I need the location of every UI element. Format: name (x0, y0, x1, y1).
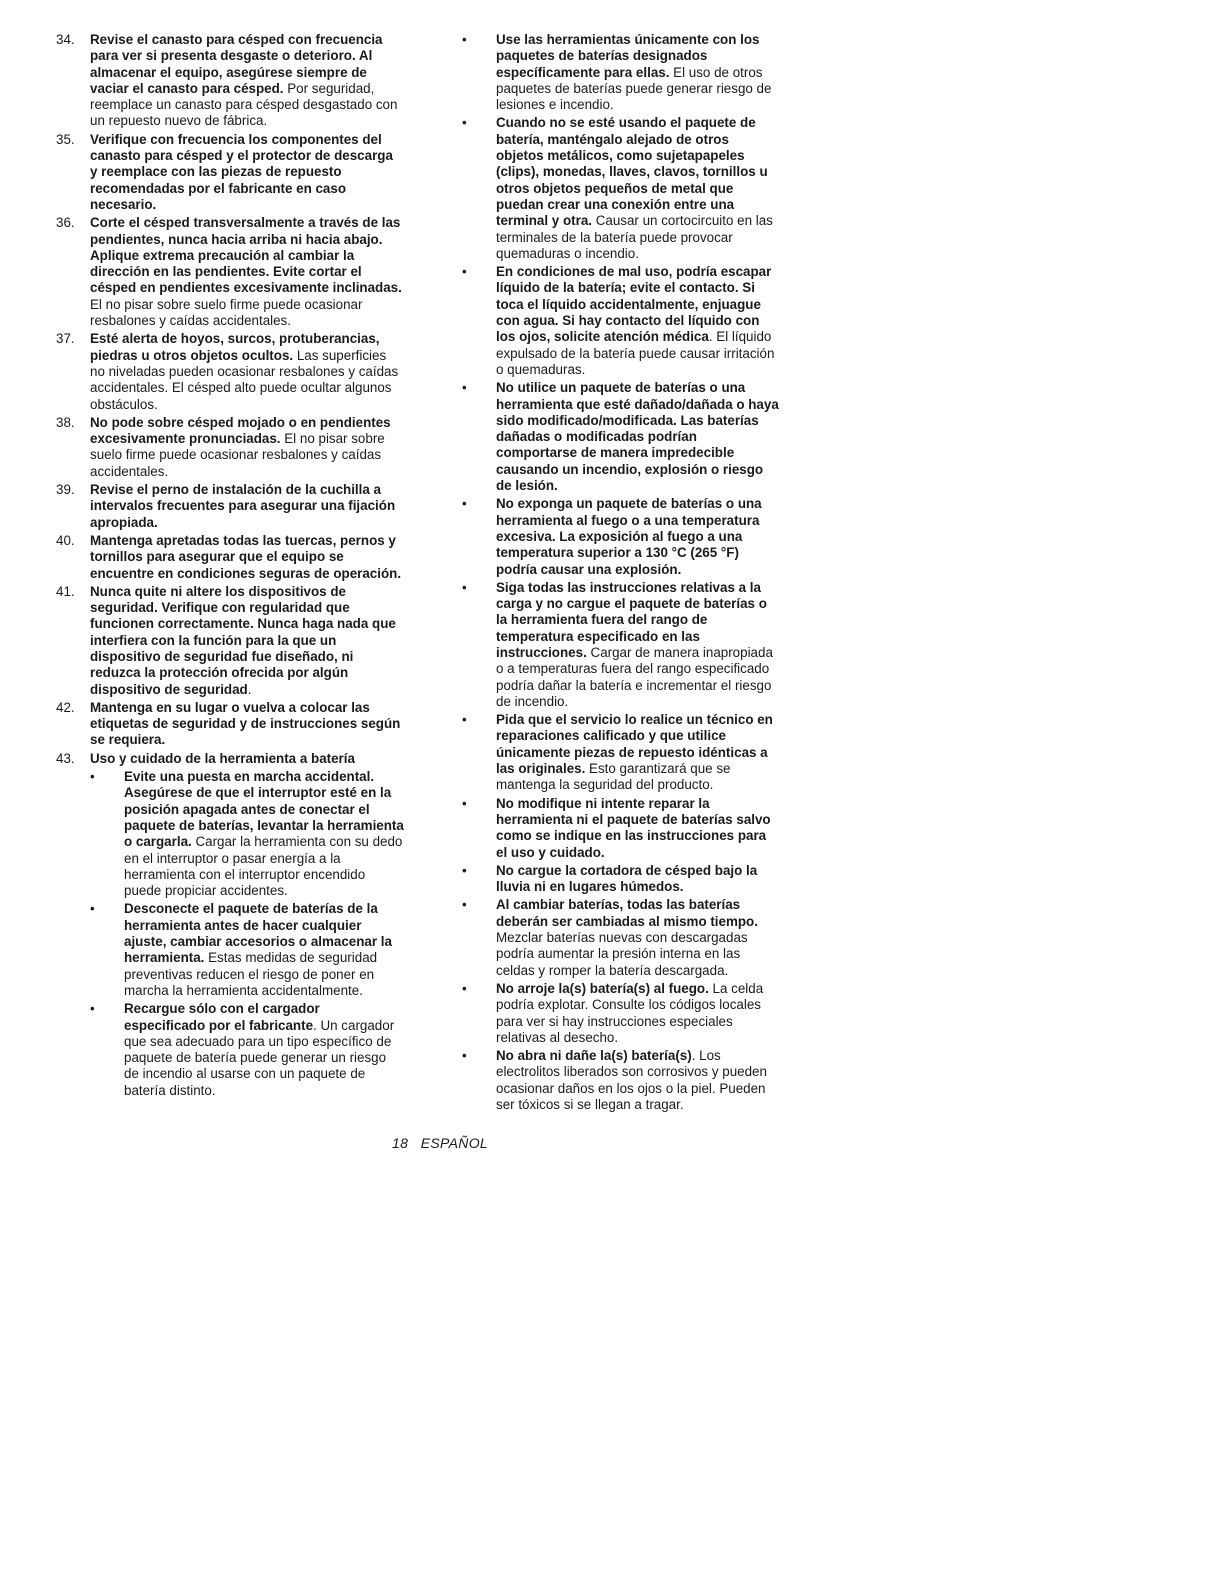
bullet-marker: • (462, 496, 467, 512)
item-bold-text: Esté alerta de hoyos, surcos, protuberancias, piedras u otros objetos ocultos. (90, 331, 380, 363)
item-normal-text: . Los electrolitos liberados son corrosivos y pueden ocasionar daños en los ojos o la piel. Pueden ser tóxicos si se llegan a tragar. (496, 1048, 767, 1112)
item-text (496, 264, 780, 378)
bullet-item (462, 796, 780, 861)
item-text (90, 533, 404, 582)
item-normal-text: Causar un cortocircuito en las terminales de la batería puede provocar quemaduras o incendio. (496, 213, 773, 261)
right-column (462, 32, 780, 1115)
item-bold-text: No pode sobre césped mojado o en pendientes excesivamente pronunciadas. (90, 414, 391, 447)
bullet-marker: • (462, 1048, 467, 1064)
bullet-item (90, 769, 404, 899)
item-bold-text: No arroje la(s) batería(s) al fuego. (496, 980, 709, 996)
item-normal-text: . (247, 681, 252, 697)
item-bold-text: Corte el césped transversalmente a través de las pendientes, nunca hacia arriba ni hacia abajo. Aplique extrema precaución al cambiar la dirección en las pendientes. Evite cortar el césped en pendientes excesivamente inclinadas. (90, 215, 402, 296)
item-bold-text: Cuando no se esté usando el paquete de batería, manténgalo alejado de otros objetos metálicos, como sujetapapeles (clips), monedas, llaves, clavos, tornillos u otros objetos pequeños de metal que puedan crear una conexión entre una terminal y otra. (496, 115, 768, 229)
item-number: 42. (56, 699, 75, 715)
numbered-item (56, 482, 404, 531)
item-number: 40. (56, 532, 75, 548)
bullet-marker: • (462, 980, 467, 996)
item-text (90, 584, 404, 698)
bullet-marker: • (90, 769, 95, 785)
item-bold-text: Recargue sólo con el cargador especificado por el fabricante (124, 1001, 320, 1033)
bullet-item (462, 712, 780, 793)
item-bold-text: No exponga un paquete de baterías o una herramienta al fuego o a una temperatura excesiva. La exposición al fuego a una temperatura superior a 130 °C (265 °F) podría causar una explosión. (496, 496, 762, 577)
item-normal-text: La celda podría explotar. Consulte los códigos locales para ver si hay instrucciones especiales relativas al desecho. (496, 980, 764, 1045)
item-bold-text: Mantenga apretadas todas las tuercas, pernos y tornillos para asegurar que el equipo se encuentre en condiciones seguras de operación. (90, 532, 402, 581)
bullet-marker: • (90, 901, 95, 917)
item-number: 36. (56, 215, 75, 231)
bullet-item (462, 863, 780, 896)
numbered-item (56, 331, 404, 412)
item-normal-text: El no pisar sobre suelo firme puede ocasionar resbalones y caídas accidentales. (90, 431, 385, 479)
item-normal-text: Las superficies no niveladas pueden ocasionar resbalones y caídas accidentales. El césped alto puede ocultar algunos obstáculos. (90, 347, 399, 412)
item-number: 43. (56, 750, 75, 766)
item-bold-text: Desconecte el paquete de baterías de la herramienta antes de hacer cualquier ajuste, cambiar accesorios o almacenar la herramienta. (124, 901, 392, 966)
bullet-item (462, 264, 780, 378)
bullet-item (462, 496, 780, 577)
bullet-marker: • (462, 712, 467, 728)
left-column (56, 32, 404, 1101)
item-bold-text: Evite una puesta en marcha accidental. Asegúrese de que el interruptor esté en la posición apagada antes de conectar el paquete de baterías, levantar la herramienta o cargarla. (124, 769, 404, 850)
item-normal-text: Cargar la herramienta con su dedo en el interruptor o pasar energía a la herramienta con el interruptor encendido puede propiciar accidentes. (124, 834, 403, 899)
item-text (496, 580, 780, 710)
item-text (90, 482, 404, 531)
item-text (496, 897, 780, 978)
item-normal-text: El no pisar sobre suelo firme puede ocasionar resbalones y caídas accidentales. (90, 296, 363, 329)
item-text (496, 115, 780, 262)
bullet-marker: • (462, 264, 467, 280)
numbered-item (56, 700, 404, 749)
item-bold-text: Use las herramientas únicamente con los paquetes de baterías designados específicamente para ellas. (496, 32, 760, 80)
item-bold-text: Nunca quite ni altere los dispositivos de seguridad. Verifique con regularidad que funcionen correctamente. Nunca haga nada que interfiera con la función para la que un dispositivo de seguridad fue diseñado, ni reduzca la protección ofrecida por algún dispositivo de seguridad (90, 583, 396, 697)
page-number: 18 (392, 1135, 409, 1151)
item-text (124, 769, 404, 899)
item-bold-text: No abra ni dañe la(s) batería(s) (496, 1048, 692, 1064)
item-text (90, 331, 404, 412)
bullet-marker: • (462, 32, 467, 47)
item-normal-text: Estas medidas de seguridad preventivas reducen el riesgo de poner en marcha la herramienta accidentalmente. (124, 950, 378, 998)
item-number: 35. (56, 131, 75, 147)
item-text (496, 32, 780, 113)
bullet-item (90, 1001, 404, 1099)
bullet-item (90, 901, 404, 999)
numbered-item (56, 533, 404, 582)
item-bold-text: Mantenga en su lugar o vuelva a colocar las etiquetas de seguridad y de instrucciones según se requiera. (90, 699, 401, 748)
page-footer (392, 1135, 488, 1151)
item-text (496, 981, 780, 1046)
item-bold-text: No cargue la cortadora de césped bajo la lluvia ni en lugares húmedos. (496, 862, 758, 895)
item-bold-text: Uso y cuidado de la herramienta a batería (90, 750, 355, 766)
item-number: 37. (56, 331, 75, 347)
item-number: 39. (56, 482, 75, 498)
numbered-item (56, 215, 404, 329)
item-bold-text: No utilice un paquete de baterías o una herramienta que esté dañado/dañada o haya sido modificado/modificada. Las baterías dañadas o modificadas podrían comportarse de manera impredecible causando un incendio, explosión o riesgo de lesión. (496, 380, 779, 494)
bullet-list-battery-safety (462, 32, 780, 1113)
item-text (496, 380, 780, 494)
item-normal-text: Mezclar baterías nuevas con descargadas podría aumentar la presión interna en las celdas y romper la batería descargada. (496, 930, 748, 978)
item-bold-text: Verifique con frecuencia los componentes del canasto para césped y el protector de descarga y reemplace con las piezas de repuesto recomendadas por el fabricante en caso necesario. (90, 131, 393, 212)
bullet-item (462, 981, 780, 1046)
item-number: 34. (56, 32, 75, 47)
item-bold-text: Al cambiar baterías, todas las baterías deberán ser cambiadas al mismo tiempo. (496, 897, 758, 929)
item-normal-text: Por seguridad, reemplace un canasto para césped desgastado con un repuesto nuevo de fábrica. (90, 80, 398, 129)
item-normal-text: Esto garantizará que se mantenga la seguridad del producto. (496, 761, 731, 793)
bullet-marker: • (462, 795, 467, 811)
item-normal-text: Cargar de manera inapropiada o a temperaturas fuera del rango especificado podría dañar la batería e incrementar el riesgo de incendio. (496, 644, 773, 709)
item-text (496, 1048, 780, 1113)
bullet-list-battery-care (90, 769, 404, 1099)
item-bold-text: Pida que el servicio lo realice un técnico en reparaciones calificado y que utilice únicamente piezas de repuesto idénticas a las originales. (496, 712, 773, 777)
item-text (124, 901, 404, 999)
item-text (90, 751, 404, 767)
bullet-item (462, 380, 780, 494)
page-language: ESPAÑOL (420, 1135, 488, 1151)
bullet-marker: • (462, 862, 467, 878)
bullet-item (462, 1048, 780, 1113)
bullet-item (462, 32, 780, 113)
bullet-marker: • (90, 1001, 95, 1017)
numbered-item (56, 751, 404, 767)
item-number: 41. (56, 583, 75, 599)
item-text (90, 215, 404, 329)
bullet-marker: • (462, 380, 467, 396)
item-text (90, 415, 404, 480)
item-normal-text: . El líquido expulsado de la batería puede causar irritación o quemaduras. (496, 329, 775, 377)
numbered-item (56, 415, 404, 480)
item-number: 38. (56, 414, 75, 430)
item-text (496, 863, 780, 896)
bullet-marker: • (462, 897, 467, 913)
bullet-item (462, 580, 780, 710)
item-bold-text: No modifique ni intente reparar la herramienta ni el paquete de baterías salvo como se indique en las instrucciones para el uso y cuidado. (496, 795, 771, 860)
bullet-marker: • (462, 579, 467, 595)
item-bold-text: En condiciones de mal uso, podría escapar líquido de la batería; evite el contacto. Si toca el líquido accidentalmente, enjuague con agua. Si hay contacto del líquido con los ojos, solicite atención médica (496, 264, 772, 345)
numbered-item (56, 32, 404, 130)
numbered-list (56, 32, 404, 767)
item-bold-text: Revise el canasto para césped con frecuencia para ver si presenta desgaste o deterioro. Al almacenar el equipo, asegúrese siempre de vaciar el canasto para césped. (90, 32, 383, 96)
item-normal-text: . Un cargador que sea adecuado para un tipo específico de paquete de batería puede generar un riesgo de incendio al usarse con un paquete de batería distinto. (124, 1017, 395, 1098)
item-text (496, 496, 780, 577)
item-text (496, 796, 780, 861)
bullet-item (462, 115, 780, 262)
item-text (496, 712, 780, 793)
numbered-item (56, 132, 404, 213)
item-text (90, 700, 404, 749)
item-bold-text: Siga todas las instrucciones relativas a la carga y no cargue el paquete de baterías o la herramienta fuera del rango de temperatura especificado en las instrucciones. (496, 579, 767, 660)
item-bold-text: Revise el perno de instalación de la cuchilla a intervalos frecuentes para asegurar una fijación apropiada. (90, 482, 396, 530)
item-text (90, 132, 404, 213)
bullet-marker: • (462, 115, 467, 131)
item-text (90, 32, 404, 130)
item-normal-text: El uso de otros paquetes de baterías puede generar riesgo de lesiones e incendio. (496, 64, 772, 113)
numbered-item (56, 584, 404, 698)
item-text (124, 1001, 404, 1099)
bullet-item (462, 897, 780, 978)
